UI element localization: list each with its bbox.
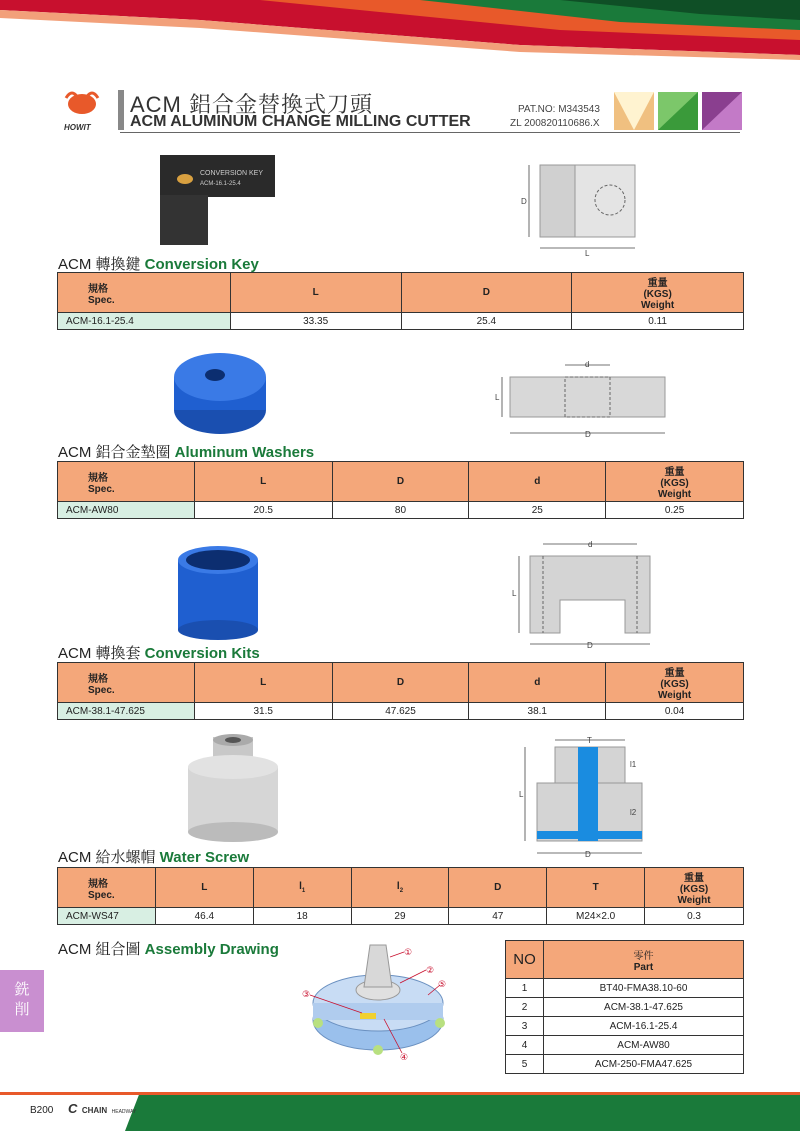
title-rule: [120, 132, 740, 133]
callout-4: ④: [400, 1053, 409, 1063]
callout-3: ③: [302, 990, 311, 1000]
svg-text:D: D: [585, 430, 591, 439]
section-title-washer: ACM 鋁合金墊圈 Aluminum Washers: [58, 444, 315, 461]
callout-2: ②: [426, 966, 435, 976]
table-washer: 規格 Spec. L D d 重量 (KGS) Weight ACM-AW80 20.5 80 25 0.25: [57, 461, 744, 519]
svg-text:D: D: [587, 641, 593, 650]
parts-table: NO 零件 Part 1 BT40-FMA38.10-60 2 ACM-38.1-47.625 3 ACM-16.1-25.4 4 ACM-AW80 5 ACM-250-FMA47.625: [505, 940, 744, 1074]
key-photo-text: CONVERSION KEY: [200, 170, 264, 177]
svg-text:L: L: [519, 790, 524, 799]
title-cn: ACM 鋁合金替換式刀頭: [130, 92, 374, 117]
table-kit: 規格 Spec. L D d 重量 (KGS) Weight ACM-38.1-47.625 31.5 47.625 38.1 0.04: [57, 662, 744, 720]
svg-text:l2: l2: [630, 808, 637, 817]
washer-photo: [170, 345, 270, 440]
key-photo-code: ACM-16.1-25.4: [200, 181, 241, 187]
zl-no: ZL 200820110686.X: [510, 118, 600, 129]
kit-photo: [168, 535, 268, 640]
table-row: 1 BT40-FMA38.10-60: [506, 979, 744, 998]
svg-text:D: D: [521, 197, 527, 206]
washer-drawing: [490, 355, 670, 440]
title-bar: [118, 90, 124, 130]
header-stripes: [0, 0, 800, 80]
table-row: ACM-WS47 46.4 18 29 47 M24×2.0 0.3: [58, 908, 744, 925]
table-row: ACM-16.1-25.4 33.35 25.4 0.11: [58, 313, 744, 330]
page-number: B200: [30, 1105, 54, 1116]
svg-text:L: L: [512, 589, 517, 598]
brand-logo: [60, 88, 104, 132]
kit-drawing: [505, 538, 655, 650]
svg-text:d: d: [588, 540, 593, 549]
table-row: 2 ACM-38.1-47.625: [506, 998, 744, 1017]
shape-icons: [612, 90, 742, 132]
table-row: 4 ACM-AW80: [506, 1036, 744, 1055]
callout-5: ⑤: [438, 980, 447, 990]
section-title-screw: ACM 給水螺帽 Water Screw: [58, 849, 250, 866]
water-screw-photo: [183, 732, 283, 842]
section-title-kit: ACM 轉換套 Conversion Kits: [58, 645, 260, 662]
section-title-assembly: ACM 組合圖 Assembly Drawing: [58, 941, 279, 958]
table-conversion-key: 規格 Spec. L D 重量 (KGS) Weight ACM-16.1-25.4 33.35 25.4 0.11: [57, 272, 744, 330]
callout-1: ①: [404, 948, 413, 958]
table-row: ACM-AW80 20.5 80 25 0.25: [58, 502, 744, 519]
footer-brand: C CHAIN HEADWAY: [68, 1101, 137, 1116]
svg-text:d: d: [585, 360, 590, 369]
svg-text:L: L: [585, 249, 590, 258]
svg-text:L: L: [495, 393, 500, 402]
table-row: 5 ACM-250-FMA47.625: [506, 1055, 744, 1074]
svg-text:D: D: [585, 850, 591, 859]
table-row: ACM-38.1-47.625 31.5 47.625 38.1 0.04: [58, 703, 744, 720]
brand-name: HOWIT: [64, 123, 91, 132]
svg-text:T: T: [587, 736, 592, 745]
title-en: ACM ALUMINUM CHANGE MILLING CUTTER: [130, 113, 471, 130]
conversion-key-photo: [160, 155, 275, 245]
pat-no: PAT.NO: M343543: [518, 104, 600, 115]
side-tab-milling[interactable]: 銑 削: [0, 970, 44, 1032]
assembly-drawing: [300, 935, 460, 1065]
conversion-key-drawing: [515, 160, 650, 260]
table-row: 3 ACM-16.1-25.4: [506, 1017, 744, 1036]
section-title-key: ACM 轉換鍵 Conversion Key: [58, 256, 259, 273]
footer-logo-icon: C: [68, 1101, 78, 1116]
water-screw-drawing: [515, 735, 650, 860]
svg-text:l1: l1: [630, 760, 637, 769]
table-screw: 規格 Spec. L $l_1$ $l_2$ D T 重量 (KGS) Weight ACM-WS47 46.4 18 29 47 M24×2.0 0.3: [57, 867, 744, 925]
